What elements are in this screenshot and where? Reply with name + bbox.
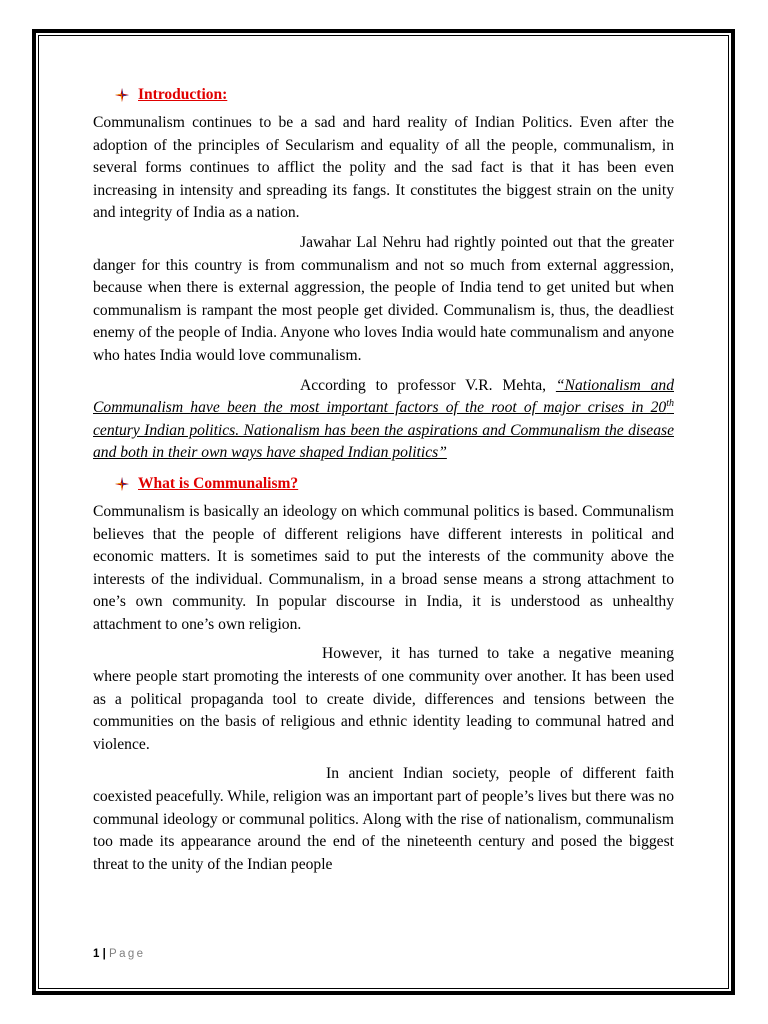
quote-lead: According to professor V.R. Mehta, — [300, 376, 556, 394]
what-paragraph-1: Communalism is basically an ideology on which communal politics is based. Communalism believes that the people of different religions have different interests in political and economic matters. It is sometimes said to put the interests of the community above the interests of the individual. Communalism, in a broad sense means a strong attachment to one’s own community. In popular discourse in India, it is understood as unhealthy attachment to one’s own religion. — [93, 502, 674, 633]
page-separator: | — [99, 948, 110, 960]
four-point-star-icon — [115, 477, 129, 491]
quote-part-a: “Nationalism and Communalism have been the most important factors of the root of major crises in 20 — [93, 376, 674, 417]
what-heading — [115, 473, 674, 495]
document-body — [93, 84, 674, 883]
what-heading-text: What is Communalism? — [138, 474, 299, 492]
intro-paragraph-1: Communalism continues to be a sad and hard reality of Indian Politics. Even after the adoption of the principles of Secularism and equality of all the people, communalism, in several forms continues to afflict the polity and the sad fact is that it has been even increasing in intensity and spreading its fangs. It constitutes the biggest strain on the unity and integrity of India as a nation. — [93, 114, 674, 222]
intro-paragraph-2: Jawahar Lal Nehru had rightly pointed out that the greater danger for this country is from communalism and not so much from external aggression, because when there is external aggression, the people of India tend to get united but when communalism is rampant the most people get divided. Communalism is, thus, the deadliest enemy of the people of India. Anyone who loves India would hate communalism and anyone who hates India would love communalism. — [93, 233, 674, 364]
page-number: 1 — [93, 948, 100, 960]
page-footer — [93, 948, 145, 960]
what-paragraph-3: In ancient Indian society, people of different faith coexisted peacefully. While, religion was an important part of people’s lives but there was no communal ideology or communal politics. Along with the rise of nationalism, communalism too made its appearance around the end of the nineteenth century and posed the biggest threat to the unity of the Indian people — [93, 765, 674, 873]
page-label: Page — [109, 948, 146, 960]
what-paragraph-2: However, it has turned to take a negative meaning where people start promoting the interests of one community over another. It has been used as a political propaganda tool to create divide, differences and tensions between the communities on the basis of religious and ethnic identity leading to communal hatred and violence. — [93, 645, 674, 753]
quote-part-b: century Indian politics. Nationalism has been the aspirations and Communalism the disease and both in their own ways have shaped Indian politics” — [93, 421, 674, 462]
intro-paragraph-3 — [93, 375, 674, 465]
quote-superscript: th — [666, 397, 674, 409]
intro-heading — [115, 84, 674, 106]
four-point-star-icon — [115, 88, 129, 102]
intro-heading-text: Introduction: — [138, 86, 228, 103]
